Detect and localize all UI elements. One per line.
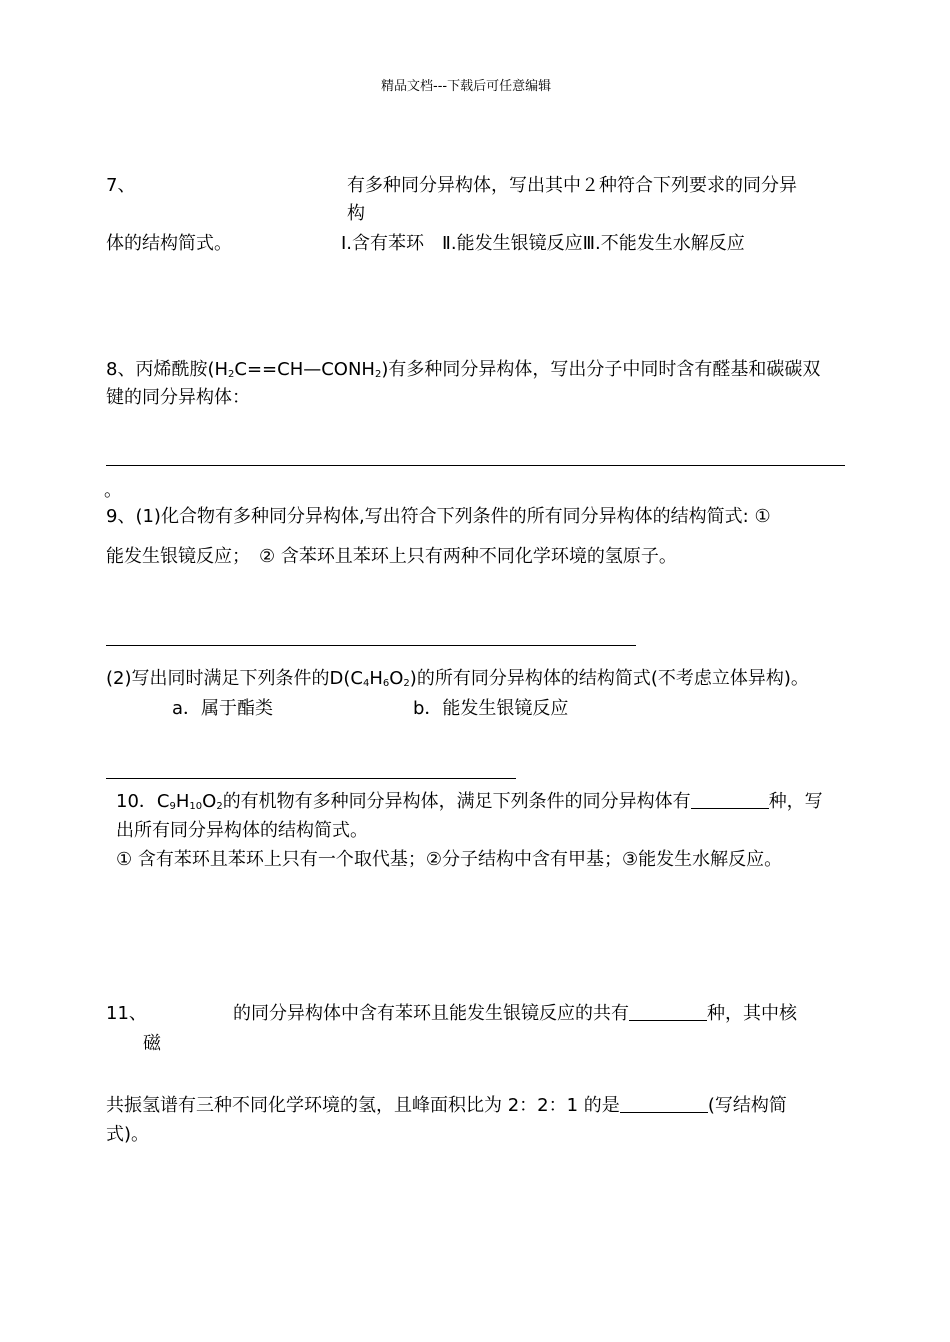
q9-condition-b: b．能发生银镜反应 [413, 698, 569, 719]
q7-line1-wrap: 构 [347, 203, 365, 224]
q9-answer-line-1 [106, 645, 636, 646]
q8-answer-line [106, 465, 845, 466]
q9-condition-a: a．属于酯类 [172, 698, 274, 719]
q11-line2: 共振氢谱有三种不同化学环境的氢，且峰面积比为 2：2：1 的是 (写结构简 [106, 1095, 787, 1116]
q9-line2: 能发生银镜反应； ② 含苯环且苯环上只有两种不同化学环境的氢原子。 [106, 546, 677, 567]
q7-number: 7、 [106, 175, 136, 196]
q10-line1: 10．$C_9H_{10}O_2$的有机物有多种同分异构体，满足下列条件的同分异构体有 种，写 [116, 791, 823, 812]
q7-line2-left: 体的结构简式。 [106, 233, 232, 254]
q11-line3: 式)。 [106, 1124, 150, 1145]
q11-count-blank[interactable] [629, 1002, 707, 1021]
page-header: 精品文档---下载后可任意编辑 [381, 79, 552, 94]
q10-line2: 出所有同分异构体的结构简式。 [116, 820, 368, 841]
q11-line1-wrap: 磁 [143, 1033, 161, 1054]
q10-count-blank[interactable] [691, 790, 769, 809]
q8-line2: 键的同分异构体： [106, 387, 250, 408]
q9-part2: (2)写出同时满足下列条件的$D(C_4H_6O_2)$的所有同分异构体的结构简式(不考虑立体异构)。 [106, 668, 809, 689]
q11-number: 11、 [106, 1003, 147, 1024]
q9-line1: 9、(1)化合物有多种同分异构体,写出符合下列条件的所有同分异构体的结构简式: ① [106, 506, 771, 527]
q10-conditions: ① 含有苯环且苯环上只有一个取代基；②分子结构中含有甲基；③能发生水解反应。 [116, 849, 783, 870]
q7-conditions: Ⅰ.含有苯环 Ⅱ.能发生银镜反应Ⅲ.不能发生水解反应 [341, 233, 745, 254]
q11-structure-blank[interactable] [620, 1094, 708, 1113]
q8-end-mark: 。 [104, 480, 122, 501]
q8-line1: 8、丙烯酰胺$(H_2C==CH—CONH_2)$有多种同分异构体，写出分子中同时含有醛基和碳碳双 [106, 359, 821, 380]
q7-line1: 有多种同分异构体，写出其中２种符合下列要求的同分异 [347, 175, 797, 196]
q11-line1: 的同分异构体中含有苯环且能发生银镜反应的共有 种，其中核 [233, 1003, 797, 1024]
q9-answer-line-2 [106, 778, 516, 779]
